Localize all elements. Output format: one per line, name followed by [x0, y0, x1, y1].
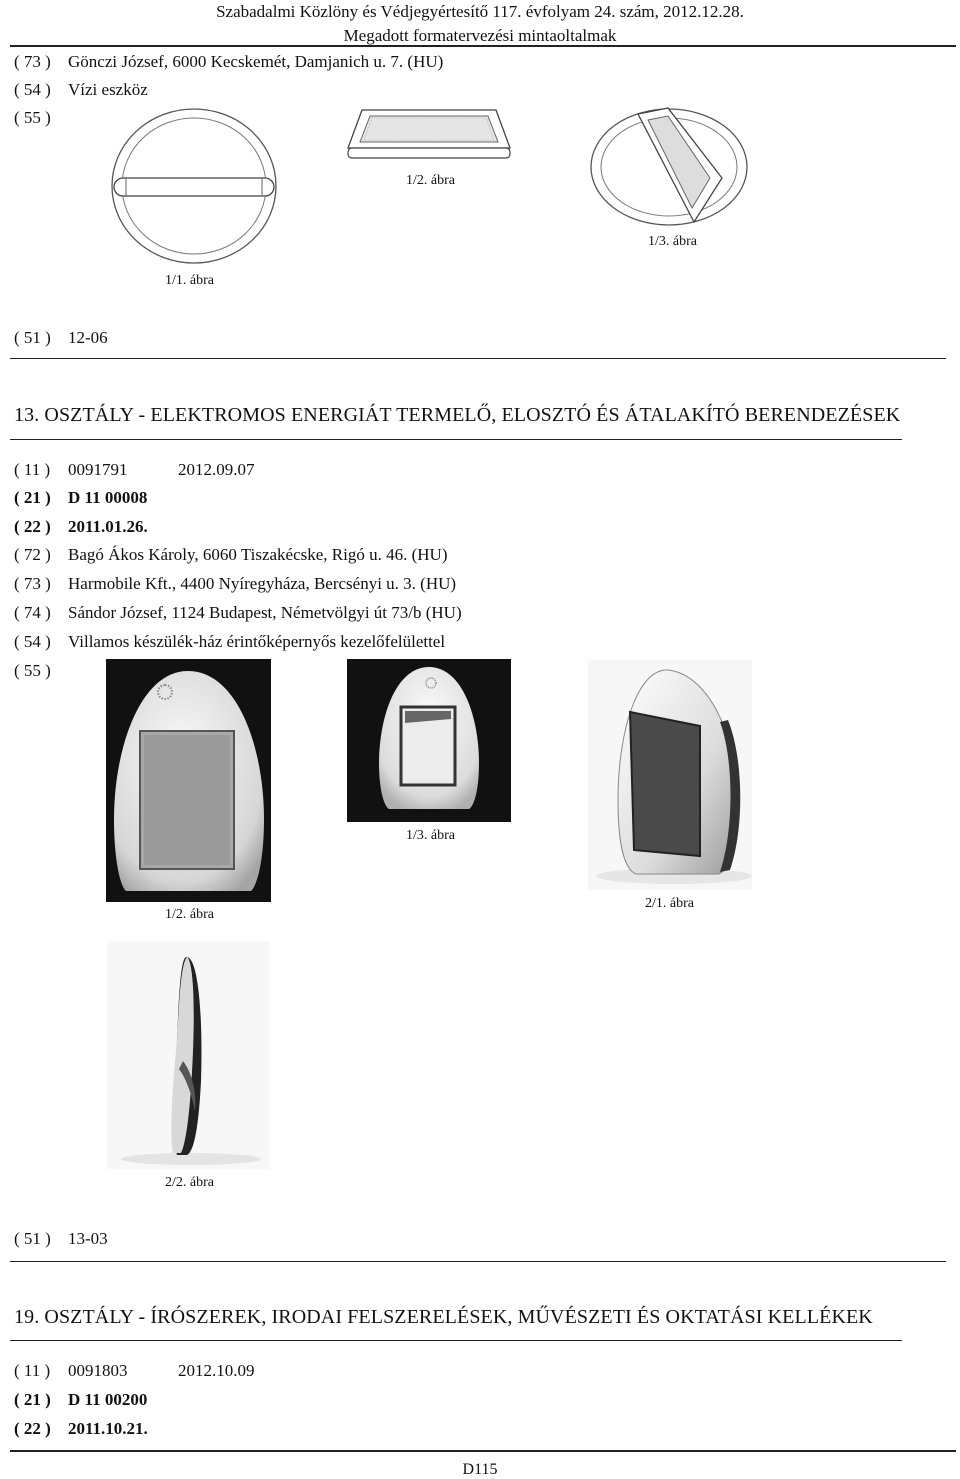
entry2-figures-code [14, 661, 68, 681]
inid-code: ( 55 ) [14, 661, 51, 680]
registration-date: 2012.10.09 [178, 1361, 255, 1380]
inid-code: ( 55 ) [14, 108, 51, 127]
registration-number: 0091791 [68, 460, 128, 479]
figure-caption: 1/2. ábra [165, 907, 214, 922]
inid-code: ( 73 ) [14, 52, 51, 71]
filing-date: 2011.10.21. [68, 1419, 148, 1438]
figure-caption: 1/2. ábra [406, 173, 455, 188]
device-illustration [347, 659, 511, 822]
entry1-figures-code [14, 108, 68, 128]
device-photo-front [106, 659, 271, 902]
application-number: D 11 00008 [68, 488, 148, 507]
entry2-holder [14, 574, 456, 594]
figure-caption: 2/2. ábra [165, 1175, 214, 1190]
journal-subtitle: Megadott formatervezési mintaoltalmak [343, 26, 617, 45]
registration-date: 2012.09.07 [178, 460, 255, 479]
header-rule [10, 45, 956, 47]
inid-code: ( 74 ) [14, 603, 51, 622]
page-number: D115 [462, 1461, 498, 1478]
figure-caption: 2/1. ábra [645, 896, 694, 911]
device-photo-small [347, 659, 511, 822]
entry-separator [10, 358, 946, 359]
sketch-tray-figure [344, 104, 514, 164]
entry1-class [14, 328, 108, 348]
entry2-title [14, 632, 445, 652]
section-rule [10, 1340, 902, 1341]
entry2-designer [14, 545, 447, 565]
figure-caption: 1/3. ábra [648, 234, 697, 249]
holder-text: Harmobile Kft., 4400 Nyíregyháza, Bercsényi u. 3. (HU) [68, 574, 457, 593]
entry2-application [14, 488, 147, 508]
journal-title: Szabadalmi Közlöny és Védjegyértesítő 117. évfolyam 24. szám, 2012.12.28. [216, 2, 744, 21]
title-text: Villamos készülék-ház érintőképernyős kezelőfelülettel [68, 632, 446, 651]
device-illustration [588, 660, 752, 890]
footer-rule [10, 1450, 956, 1452]
application-number: D 11 00200 [68, 1390, 148, 1409]
entry2-agent [14, 603, 462, 623]
entry-separator [10, 1261, 946, 1262]
device-illustration [107, 941, 270, 1169]
entry2-filing [14, 517, 148, 537]
inid-code: ( 73 ) [14, 574, 51, 593]
device-illustration [106, 659, 271, 902]
section-heading: 19. OSZTÁLY - ÍRÓSZEREK, IRODAI FELSZERELÉSEK, MŰVÉSZETI ÉS OKTATÁSI KELLÉKEK [14, 1306, 873, 1328]
figure-caption: 1/3. ábra [406, 828, 455, 843]
inid-code: ( 22 ) [14, 1419, 51, 1438]
title-text: Vízi eszköz [68, 80, 148, 99]
filing-date: 2011.01.26. [68, 517, 148, 536]
agent-text: Sándor József, 1124 Budapest, Németvölgyi út 73/b (HU) [68, 603, 462, 622]
entry3-registration [14, 1361, 255, 1381]
holder-text: Gönczi József, 6000 Kecskemét, Damjanich u. 7. (HU) [68, 52, 444, 71]
entry2-class [14, 1229, 108, 1249]
inid-code: ( 22 ) [14, 517, 51, 536]
class-text: 13-03 [68, 1229, 108, 1248]
entry3-application [14, 1390, 147, 1410]
inid-code: ( 54 ) [14, 632, 51, 651]
entry3-filing [14, 1419, 148, 1439]
inid-code: ( 51 ) [14, 328, 51, 347]
inid-code: ( 11 ) [14, 460, 51, 479]
inid-code: ( 11 ) [14, 1361, 51, 1380]
entry1-title [14, 80, 148, 100]
entry2-registration [14, 460, 255, 480]
section-rule [10, 439, 902, 440]
inid-code: ( 72 ) [14, 545, 51, 564]
inid-code: ( 51 ) [14, 1229, 51, 1248]
inid-code: ( 21 ) [14, 1390, 51, 1409]
section-heading: 13. OSZTÁLY - ELEKTROMOS ENERGIÁT TERMELŐ, ELOSZTÓ ÉS ÁTALAKÍTÓ BERENDEZÉSEK [14, 404, 901, 426]
entry1-holder [14, 52, 443, 72]
class-text: 12-06 [68, 328, 108, 347]
sketch-ring-figure [104, 104, 284, 270]
inid-code: ( 54 ) [14, 80, 51, 99]
registration-number: 0091803 [68, 1361, 128, 1380]
device-photo-side [107, 941, 270, 1169]
sketch-ring-tray-figure [586, 104, 752, 230]
inid-code: ( 21 ) [14, 488, 51, 507]
device-photo-angled [588, 660, 752, 890]
designer-text: Bagó Ákos Károly, 6060 Tiszakécske, Rigó u. 46. (HU) [68, 545, 448, 564]
figure-caption: 1/1. ábra [165, 273, 214, 288]
